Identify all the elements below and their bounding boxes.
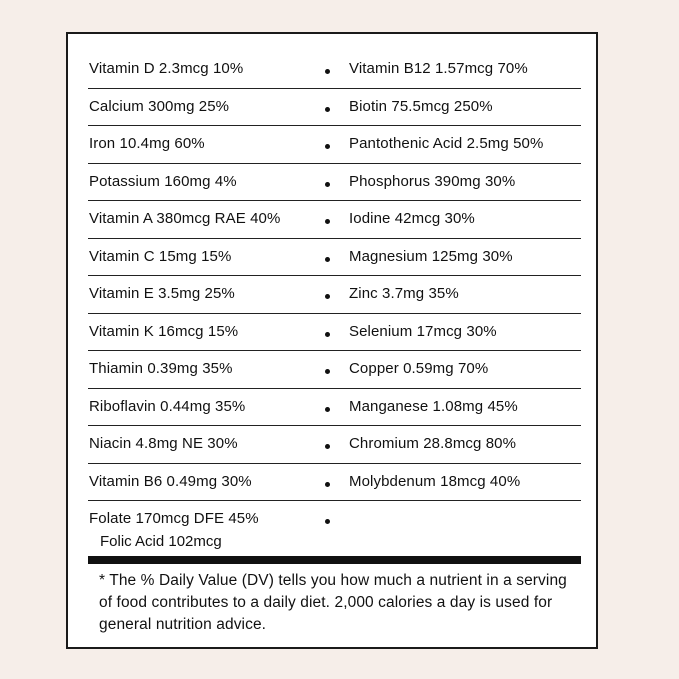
nutrient-left: Vitamin K 16mcg 15% [89,322,239,340]
nutrient-row [88,89,581,127]
nutrient-right: Biotin 75.5mcg 250% [349,97,493,115]
nutrient-list [88,51,581,561]
nutrient-left: Vitamin E 3.5mg 25% [89,285,235,302]
bullet-dot [325,407,330,412]
bullet-dot [325,294,330,299]
thick-divider [88,556,581,564]
nutrient-right: Magnesium 125mg 30% [349,247,513,265]
bullet-dot [325,519,330,524]
nutrient-left: Potassium 160mg 4% [89,172,237,190]
nutrient-right: Copper 0.59mg 70% [349,360,489,377]
bullet-dot [325,482,330,487]
nutrient-row [88,51,581,89]
bullet-dot [325,369,330,374]
nutrient-right: Selenium 17mcg 30% [349,322,497,340]
nutrient-right: Chromium 28.8mcg 80% [349,435,517,452]
nutrient-left: Thiamin 0.39mg 35% [89,360,233,377]
bullet-dot [325,444,330,449]
nutrient-row [88,276,581,314]
nutrient-left: Vitamin B6 0.49mg 30% [89,472,252,490]
nutrient-left: Iron 10.4mg 60% [89,135,205,152]
nutrient-right: Pantothenic Acid 2.5mg 50% [349,135,544,152]
nutrient-row [88,351,581,389]
nutrition-panel [66,32,598,649]
nutrient-row [88,201,581,239]
nutrient-right: Zinc 3.7mg 35% [349,285,459,302]
nutrient-right: Vitamin B12 1.57mcg 70% [349,60,528,77]
bullet-dot [325,144,330,149]
nutrient-left: Calcium 300mg 25% [89,97,230,115]
bullet-dot [325,332,330,337]
nutrient-left: Vitamin A 380mcg RAE 40% [89,210,281,227]
nutrient-right: Molybdenum 18mcg 40% [349,472,521,490]
nutrient-row [88,164,581,202]
nutrient-right: Manganese 1.08mg 45% [349,397,518,415]
nutrient-row [88,314,581,352]
bullet-dot [325,219,330,224]
nutrient-left: Folate 170mcg DFE 45% [89,510,259,527]
nutrient-right: Iodine 42mcg 30% [349,210,475,227]
bullet-dot [325,107,330,112]
nutrient-left: Vitamin C 15mg 15% [89,247,232,265]
nutrient-row-folate [88,501,581,561]
daily-value-footnote: * The % Daily Value (DV) tells you how much a nutrient in a serving of food contributes to a daily diet. 2,000 calories a day is used for general nutrition advice. [99,572,567,633]
nutrient-left: Riboflavin 0.44mg 35% [89,397,246,415]
bullet-dot [325,69,330,74]
nutrient-left: Niacin 4.8mg NE 30% [89,435,238,452]
nutrient-row [88,426,581,464]
nutrient-sub-item: Folic Acid 102mcg [100,533,222,550]
nutrient-right: Phosphorus 390mg 30% [349,172,516,190]
nutrient-left: Vitamin D 2.3mcg 10% [89,60,244,77]
nutrient-row [88,464,581,502]
bullet-dot [325,182,330,187]
nutrient-row [88,389,581,427]
nutrient-row [88,126,581,164]
bullet-dot [325,257,330,262]
nutrient-row [88,239,581,277]
